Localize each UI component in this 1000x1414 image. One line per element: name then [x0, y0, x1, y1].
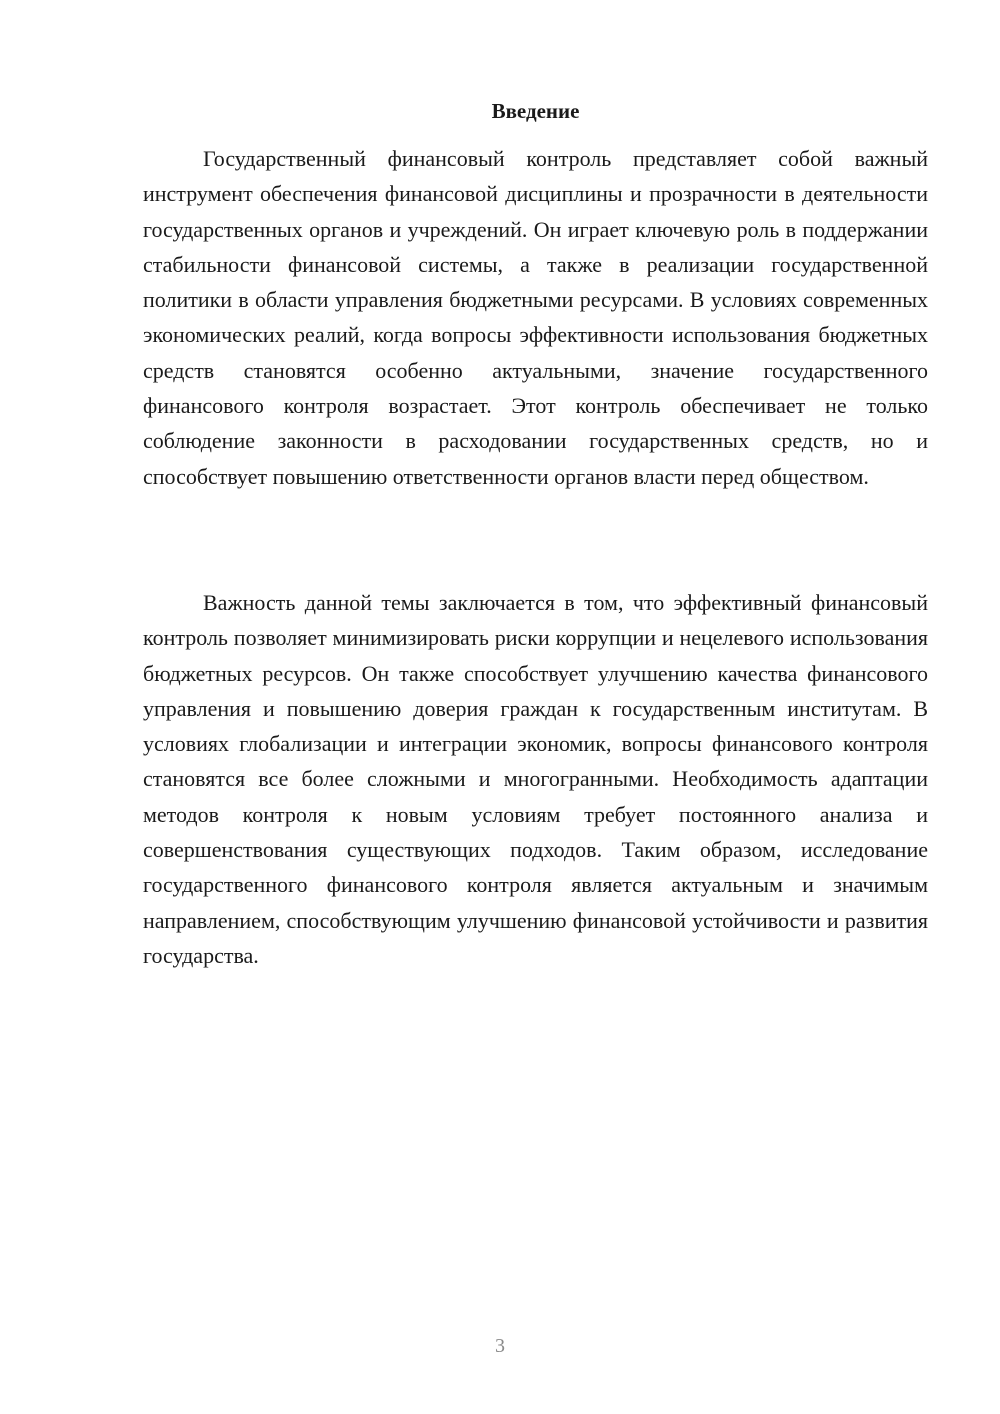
paragraph-importance: Важность данной темы заключается в том, что эффективный финансовый контроль позволяет минимизировать риски коррупции и нецелевого использования бюджетных ресурсов. Он также способствует улучшению качества финансового управления и повышению доверия граждан к государственным институтам. В условиях глобализации и интеграции экономик, вопросы финансового контроля становятся все более сложными и многогранными. Необходимость адаптации методов контроля к новым условиям требует постоянного анализа и совершенствования существующих подходов. Таким образом, исследование государственного финансового контроля является актуальным и значимым направлением, способствующим улучшению финансовой устойчивости и развития государства. — [143, 590, 928, 968]
section-heading: Введение — [491, 99, 580, 123]
page-number: 3 — [495, 1335, 505, 1357]
paragraph-intro: Государственный финансовый контроль представляет собой важный инструмент обеспечения финансовой дисциплины и прозрачности в деятельности государственных органов и учреждений. Он играет ключевую роль в поддержании стабильности финансовой системы, а также в реализации государственной политики в области управления бюджетными ресурсами. В условиях современных экономических реалий, когда вопросы эффективности использования бюджетных средств становятся особенно актуальными, значение государственного финансового контроля возрастает. Этот контроль обеспечивает не только соблюдение законности в расходовании государственных средств, но и способствует повышению ответственности органов власти перед обществом. — [143, 146, 928, 489]
